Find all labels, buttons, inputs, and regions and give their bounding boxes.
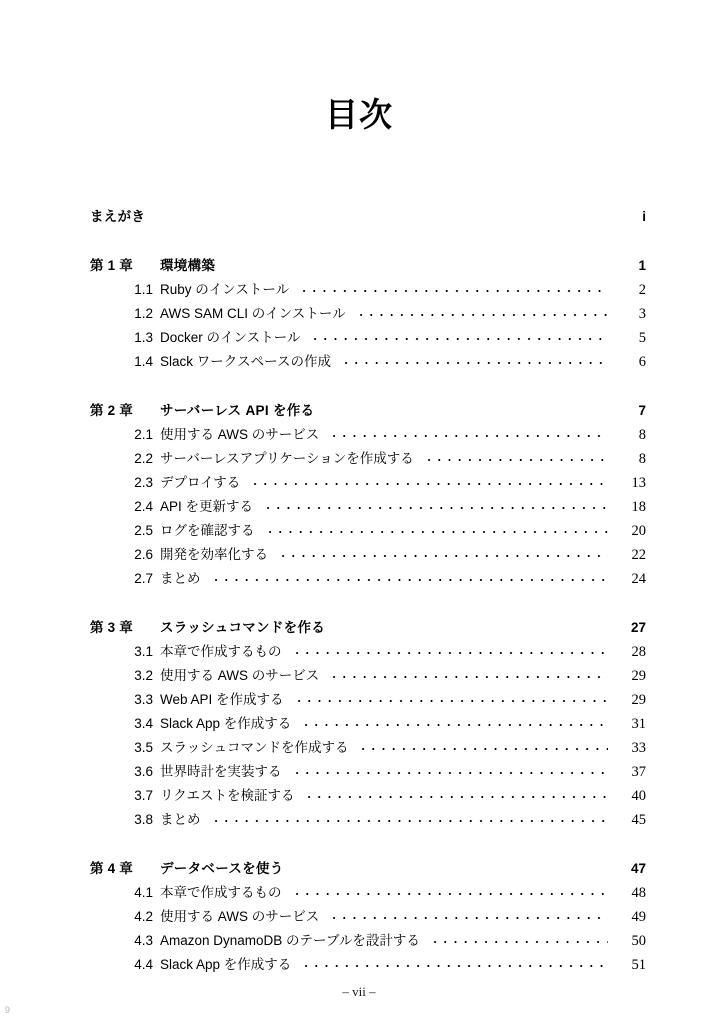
toc-entry-title: AWS SAM CLI のインストール (160, 306, 346, 321)
toc-dot-leader (294, 860, 608, 873)
toc-entry-number: 1.4 (134, 354, 153, 369)
toc-dot-leader (225, 257, 608, 270)
toc-entry-page-number: 48 (631, 885, 646, 901)
toc-entry-number: 2.7 (134, 571, 153, 586)
toc-dot-leader (299, 281, 608, 294)
toc-entry-number: 第 4 章 (90, 861, 134, 876)
toc-entry-page-number: 13 (631, 475, 646, 491)
toc-entry-number: 4.1 (134, 885, 153, 900)
toc-entry-title: サーバーレス API を作る (160, 403, 315, 418)
toc-entry-page-number: 31 (631, 716, 646, 732)
toc-entry-section[interactable] (90, 546, 646, 570)
toc-entry-section[interactable] (90, 426, 646, 450)
toc-entry-section[interactable] (90, 329, 646, 353)
toc-entry-page-number: 6 (638, 354, 646, 370)
toc-entry-page-number: 49 (631, 909, 646, 925)
toc-entry-section[interactable] (90, 956, 646, 980)
toc-entry-number: 4.2 (134, 909, 153, 924)
toc-dot-leader (358, 739, 608, 752)
toc-dot-leader (424, 450, 608, 463)
toc-entry-page-number: 33 (631, 740, 646, 756)
toc-entry-page-number: 29 (631, 668, 646, 684)
toc-entry-number: 2.5 (134, 523, 153, 538)
toc-dot-leader (304, 787, 608, 800)
toc-entry-page-number: 3 (638, 306, 646, 322)
toc-entry-page-number: 7 (638, 403, 646, 418)
toc-entry-title: Amazon DynamoDB のテーブルを設計する (160, 933, 420, 948)
toc-entry-section[interactable] (90, 450, 646, 474)
toc-entry-page-number: 45 (631, 812, 646, 828)
toc-entry-section[interactable] (90, 908, 646, 932)
toc-entry-title: Ruby のインストール (160, 282, 290, 297)
toc-entry-section[interactable] (90, 305, 646, 329)
toc-entry-title: 本章で作成するもの (160, 885, 282, 900)
toc-entry-number: 3.8 (134, 812, 153, 827)
toc-dot-leader (211, 570, 609, 583)
toc-entry-section[interactable] (90, 281, 646, 305)
toc-entry-number: 3.7 (134, 788, 153, 803)
toc-entry-section[interactable] (90, 763, 646, 787)
toc-entry-number: 2.3 (134, 475, 153, 490)
toc-entry-title: スラッシュコマンドを作成する (160, 740, 349, 755)
toc-entry-title: まとめ (160, 812, 201, 827)
toc-dot-leader (430, 932, 608, 945)
toc-entry-title: Web API を作成する (160, 692, 284, 707)
toc-entry-title: 世界時計を実装する (160, 764, 282, 779)
toc-entry-page-number: i (642, 209, 646, 224)
toc-dot-leader (292, 884, 609, 897)
toc-entry-page-number: 8 (638, 427, 646, 443)
toc-entry-chapter[interactable] (90, 402, 646, 426)
toc-dot-leader (263, 498, 608, 511)
toc-dot-leader (301, 956, 608, 969)
toc-dot-leader (294, 691, 608, 704)
toc-entry-page-number: 20 (631, 523, 646, 539)
toc-dot-leader (341, 353, 608, 366)
toc-entry-number: 2.1 (134, 427, 153, 442)
toc-entry-section[interactable] (90, 932, 646, 956)
toc-entry-number: 3.5 (134, 740, 153, 755)
toc-entry-title: まとめ (160, 571, 201, 586)
toc-entry-chapter[interactable] (90, 860, 646, 884)
toc-entry-title: API を更新する (160, 499, 254, 514)
page-title: 目次 (325, 96, 393, 133)
toc-entry-page-number: 8 (638, 451, 646, 467)
toc-entry-number: 2.4 (134, 499, 153, 514)
toc-dot-leader (155, 208, 608, 221)
toc-entry-number: 1.1 (134, 282, 153, 297)
toc-entry-title: 使用する AWS のサービス (160, 909, 320, 924)
table-of-contents (90, 208, 646, 980)
toc-dot-leader (335, 619, 608, 632)
toc-entry-number: 3.4 (134, 716, 153, 731)
toc-entry-page-number: 47 (630, 861, 646, 876)
toc-entry-chapter[interactable] (90, 257, 646, 281)
toc-entry-page-number: 40 (631, 788, 646, 804)
toc-dot-leader (292, 643, 609, 656)
toc-entry-section[interactable] (90, 884, 646, 908)
toc-entry-title: Slack App を作成する (160, 716, 292, 731)
toc-entry-title: ログを確認する (160, 523, 255, 538)
toc-entry-page-number: 29 (631, 692, 646, 708)
toc-entry-number: 2.6 (134, 547, 153, 562)
sheet-marker: 9 (5, 1005, 11, 1015)
toc-entry-section[interactable] (90, 643, 646, 667)
toc-entry-page-number: 51 (631, 957, 646, 973)
toc-dot-leader (292, 763, 609, 776)
toc-entry-title: データベースを使う (160, 861, 284, 876)
toc-entry-number: 4.4 (134, 957, 153, 972)
toc-entry-number: 第 1 章 (90, 258, 134, 273)
toc-entry-page-number: 18 (631, 499, 646, 515)
toc-entry-section[interactable] (90, 715, 646, 739)
toc-entry-section[interactable] (90, 787, 646, 811)
toc-dot-leader (250, 474, 608, 487)
toc-entry-page-number: 22 (631, 547, 646, 563)
toc-entry-page-number: 24 (631, 571, 646, 587)
toc-dot-leader (301, 715, 608, 728)
toc-entry-title: Slack App を作成する (160, 957, 292, 972)
toc-dot-leader (211, 811, 609, 824)
toc-entry-number: 2.2 (134, 451, 153, 466)
toc-dot-leader (356, 305, 608, 318)
toc-entry-page-number: 50 (631, 933, 646, 949)
toc-entry-section[interactable] (90, 570, 646, 594)
toc-entry-section[interactable] (90, 474, 646, 498)
page-number-footer: – vii – (342, 984, 376, 999)
toc-entry-chapter[interactable] (90, 619, 646, 643)
toc-entry-number: 第 3 章 (90, 620, 134, 635)
toc-entry-number: 3.3 (134, 692, 153, 707)
toc-entry-title: スラッシュコマンドを作る (160, 620, 326, 635)
toc-dot-leader (329, 426, 608, 439)
toc-entry-number: 4.3 (134, 933, 153, 948)
toc-entry-section[interactable] (90, 353, 646, 377)
toc-entry-title: Slack ワークスペースの作成 (160, 354, 331, 369)
toc-entry-section[interactable] (90, 691, 646, 715)
toc-entry-title: まえがき (90, 209, 146, 224)
toc-entry-page-number: 5 (638, 330, 646, 346)
toc-entry-number: 第 2 章 (90, 403, 134, 418)
toc-dot-leader (329, 667, 608, 680)
toc-dot-leader (278, 546, 608, 559)
toc-entry-title: 使用する AWS のサービス (160, 427, 320, 442)
toc-entry-title: デプロイする (160, 475, 241, 490)
toc-entry-title: 環境構築 (160, 258, 216, 273)
toc-entry-page-number: 1 (638, 258, 646, 273)
toc-entry-front[interactable] (90, 208, 646, 232)
toc-entry-page-number: 28 (631, 644, 646, 660)
toc-dot-leader (329, 908, 608, 921)
toc-entry-page-number: 37 (631, 764, 646, 780)
toc-entry-number: 1.2 (134, 306, 153, 321)
toc-entry-section[interactable] (90, 667, 646, 691)
toc-dot-leader (265, 522, 609, 535)
toc-entry-title: サーバーレスアプリケーションを作成する (160, 451, 414, 466)
toc-entry-number: 3.6 (134, 764, 153, 779)
toc-entry-section[interactable] (90, 522, 646, 546)
toc-entry-page-number: 27 (630, 620, 646, 635)
toc-entry-title: 本章で作成するもの (160, 644, 282, 659)
toc-entry-section[interactable] (90, 498, 646, 522)
toc-entry-title: Docker のインストール (160, 330, 301, 345)
toc-entry-title: 開発を効率化する (160, 547, 268, 562)
toc-entry-number: 1.3 (134, 330, 153, 345)
toc-entry-title: リクエストを検証する (160, 788, 295, 803)
toc-entry-section[interactable] (90, 811, 646, 835)
toc-entry-page-number: 2 (638, 282, 646, 298)
toc-dot-leader (324, 402, 608, 415)
toc-entry-number: 3.1 (134, 644, 153, 659)
toc-entry-title: 使用する AWS のサービス (160, 668, 320, 683)
toc-entry-section[interactable] (90, 739, 646, 763)
toc-entry-number: 3.2 (134, 668, 153, 683)
toc-dot-leader (310, 329, 608, 342)
